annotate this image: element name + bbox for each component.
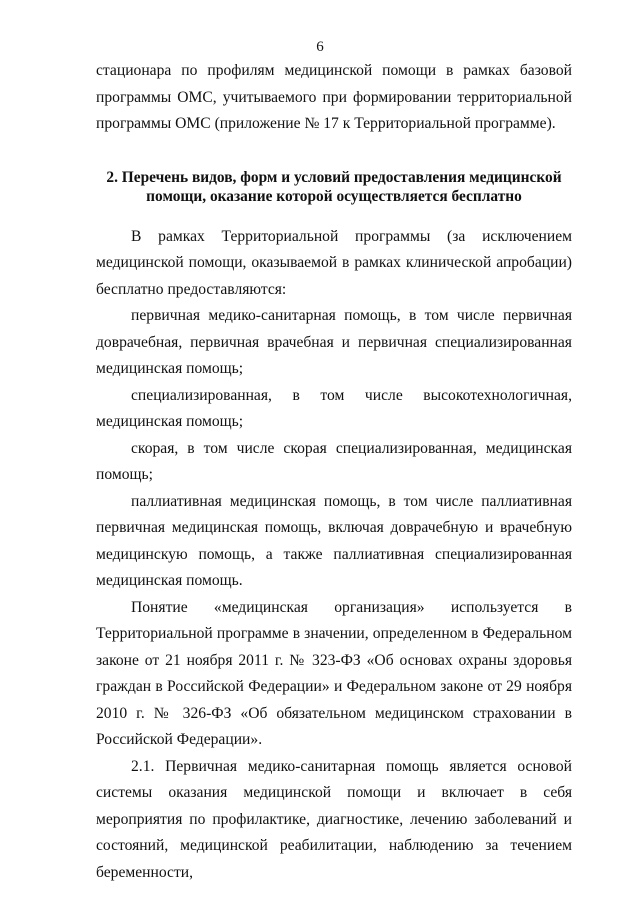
- paragraph-2-1: 2.1. Первичная медико-санитарная помощь является основой системы оказания медицинской помощи и включает в себя мероприятия по профилактике, диагностике, лечению заболеваний и состояний, медицинской реабилитации, наблюдению за течением беременности,: [96, 757, 572, 881]
- list-item-palliative-care: паллиативная медицинская помощь, в том числе паллиативная первичная медицинская помощь, включая доврачебную и врачебную медицинскую помощь, а также паллиативная специализированная медицинская помощь.: [96, 492, 572, 589]
- list-item-primary-care: первичная медико-санитарная помощь, в том числе первичная доврачебная, первичная врачебная и первичная специализированная медицинская помощь;: [96, 307, 572, 377]
- page-number: 6: [316, 39, 324, 55]
- document-body: [96, 58, 572, 886]
- paragraph-medical-organization: Понятие «медицинская организация» используется в Территориальной программе в значении, определенном в Федеральном законе от 21 ноября 2011 г. № 323-ФЗ «Об основах охраны здоровья граждан в Российской Федерации» и Федеральном законе от 29 ноября 2010 г. № 326-ФЗ «Об обязательном медицинском страховании в Российской Федерации».: [96, 598, 572, 748]
- section-heading: 2. Перечень видов, форм и условий предоставления медицинской помощи, оказание которой осуществляется бесплатно: [106, 168, 562, 205]
- paragraph-intro: В рамках Территориальной программы (за исключением медицинской помощи, оказываемой в рамках клинической апробации) бесплатно предоставляются:: [96, 227, 572, 298]
- paragraph-continuation: стационара по профилям медицинской помощи в рамках базовой программы ОМС, учитываемого при формировании территориальной программы ОМС (приложение № 17 к Территориальной программе).: [96, 62, 572, 132]
- list-item-specialized-care: специализированная, в том числе высокотехнологичная, медицинская помощь;: [96, 386, 572, 430]
- list-item-emergency-care: скорая, в том числе скорая специализированная, медицинская помощь;: [96, 439, 572, 483]
